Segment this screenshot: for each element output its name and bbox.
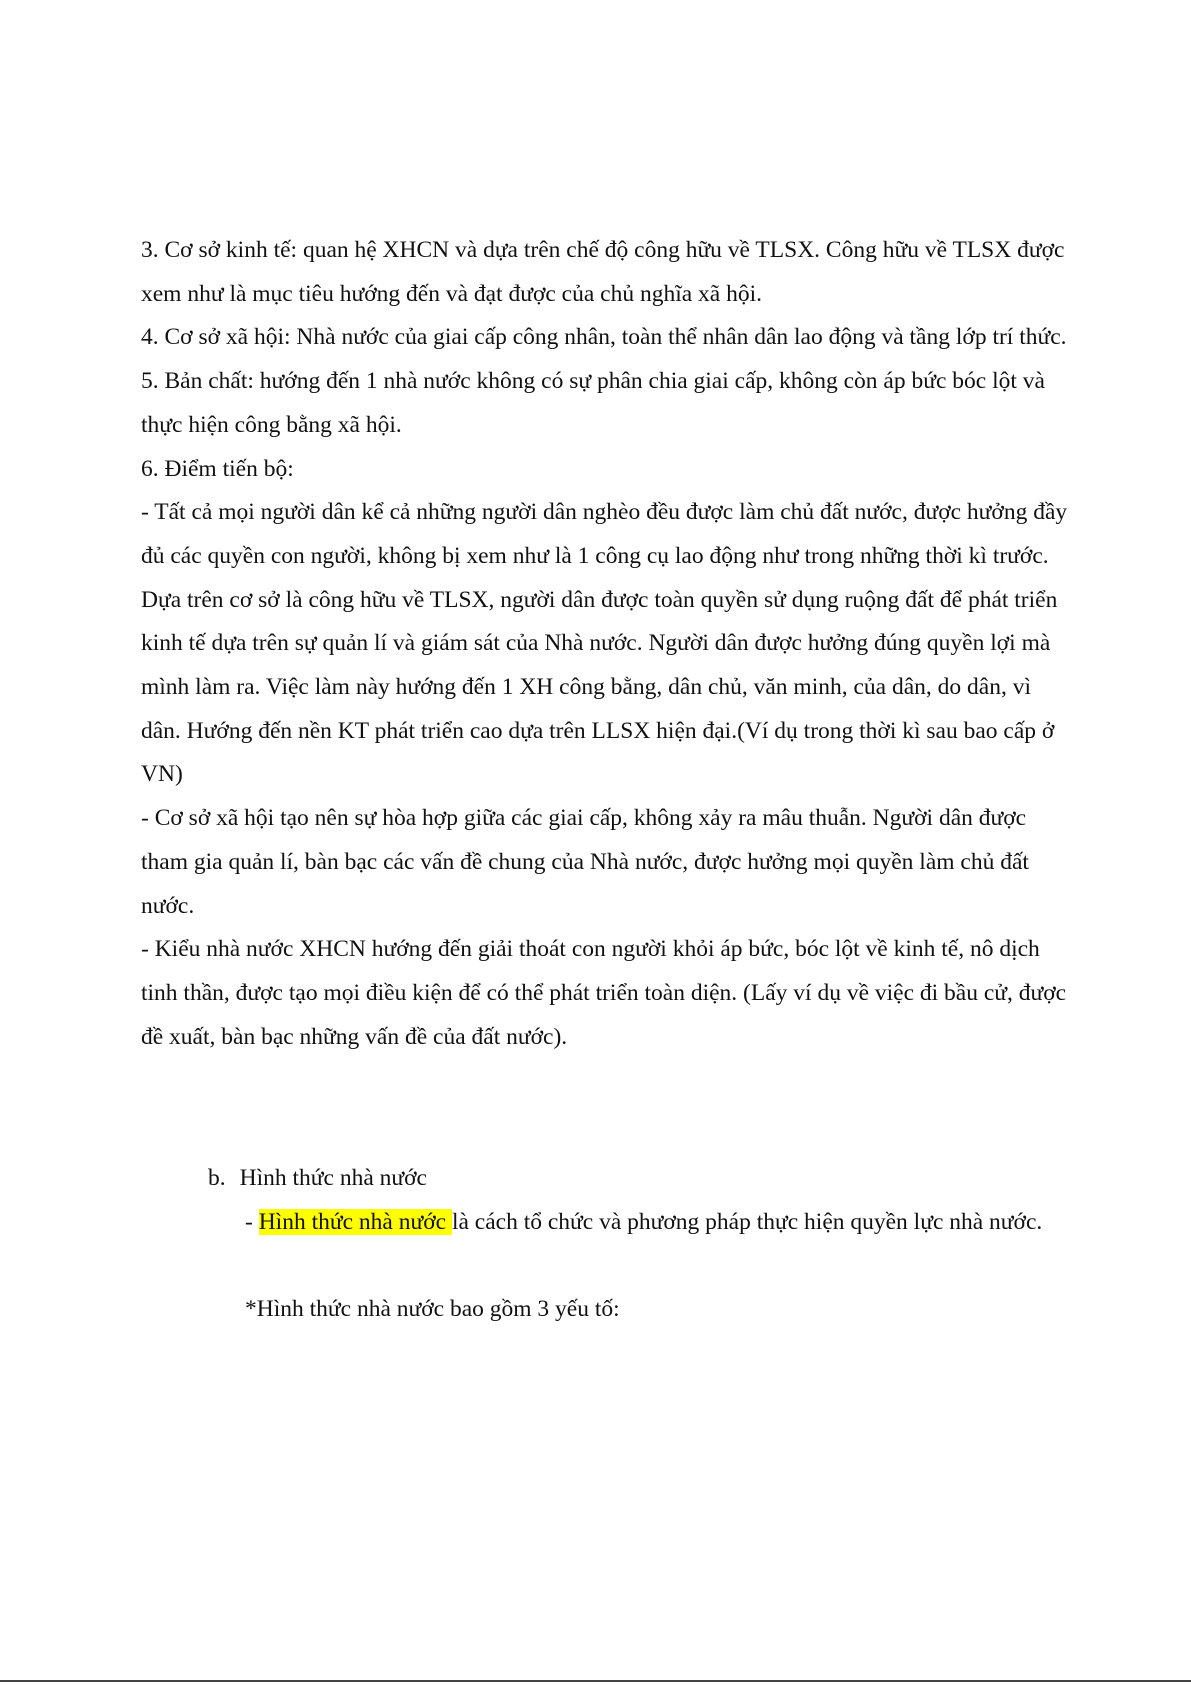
highlighted-term: Hình thức nhà nước xyxy=(258,1208,452,1235)
page-bottom-edge xyxy=(0,1680,1191,1682)
blank-line xyxy=(208,1244,1078,1288)
section-b xyxy=(208,1157,1078,1332)
section-b-marker: b. xyxy=(208,1165,226,1191)
definition-text: là cách tổ chức và phương pháp thực hiện quyền lực nhà nước. xyxy=(451,1208,1043,1235)
paragraph-nature: 5. Bản chất: hướng đến 1 nhà nước không có sự phân chia giai cấp, không còn áp bức bóc lột và thực hiện công bằng xã hội. xyxy=(141,368,1045,438)
paragraph-economic-basis: 3. Cơ sở kinh tế: quan hệ XHCN và dựa trên chế độ công hữu về TLSX. Công hữu về TLSX được xem như là mục tiêu hướng đến và đạt được của chủ nghĩa xã hội. xyxy=(141,237,1065,307)
definition-prefix: - xyxy=(245,1208,259,1235)
section-b-heading xyxy=(208,1157,1078,1201)
section-b-title: Hình thức nhà nước xyxy=(239,1165,427,1191)
components-intro: *Hình thức nhà nước bao gồm 3 yếu tố: xyxy=(245,1296,620,1323)
definition-paragraph xyxy=(245,1201,1078,1245)
paragraph-social-basis: 4. Cơ sở xã hội: Nhà nước của giai cấp công nhân, toàn thể nhân dân lao động và tầng lớp trí thức. xyxy=(141,324,1067,351)
paragraph-progress-heading: 6. Điểm tiến bộ: xyxy=(141,455,294,482)
paragraph-progress-point-3: - Kiểu nhà nước XHCN hướng đến giải thoát con người khỏi áp bức, bóc lột về kinh tế, nô dịch tinh thần, được tạo mọi điều kiện để có thể phát triển toàn diện. (Lấy ví dụ về việc đi bầu cử, được đề xuất, bàn bạc những vấn đề của đất nước). xyxy=(141,936,1067,1050)
paragraph-progress-point-2: - Cơ sở xã hội tạo nên sự hòa hợp giữa các giai cấp, không xảy ra mâu thuẫn. Người dân được tham gia quản lí, bàn bạc các vấn đề chung của Nhà nước, được hưởng mọi quyền làm chủ đất nước. xyxy=(141,805,1029,919)
body-text xyxy=(141,229,1071,1059)
paragraph-progress-point-1: - Tất cả mọi người dân kể cả những người dân nghèo đều được làm chủ đất nước, được hưởng đầy đủ các quyền con người, không bị xem như là 1 công cụ lao động như trong những thời kì trước. Dựa trên cơ sở là công hữu về TLSX, người dân được toàn quyền sử dụng ruộng đất để phát triển kinh tế dựa trên sự quản lí và giám sát của Nhà nước. Người dân được hưởng đúng quyền lợi mà mình làm ra. Việc làm này hướng đến 1 XH công bằng, dân chủ, văn minh, của dân, do dân, vì dân. Hướng đến nền KT phát triển cao dựa trên LLSX hiện đại.(Ví dụ trong thời kì sau bao cấp ở VN) xyxy=(141,499,1068,788)
